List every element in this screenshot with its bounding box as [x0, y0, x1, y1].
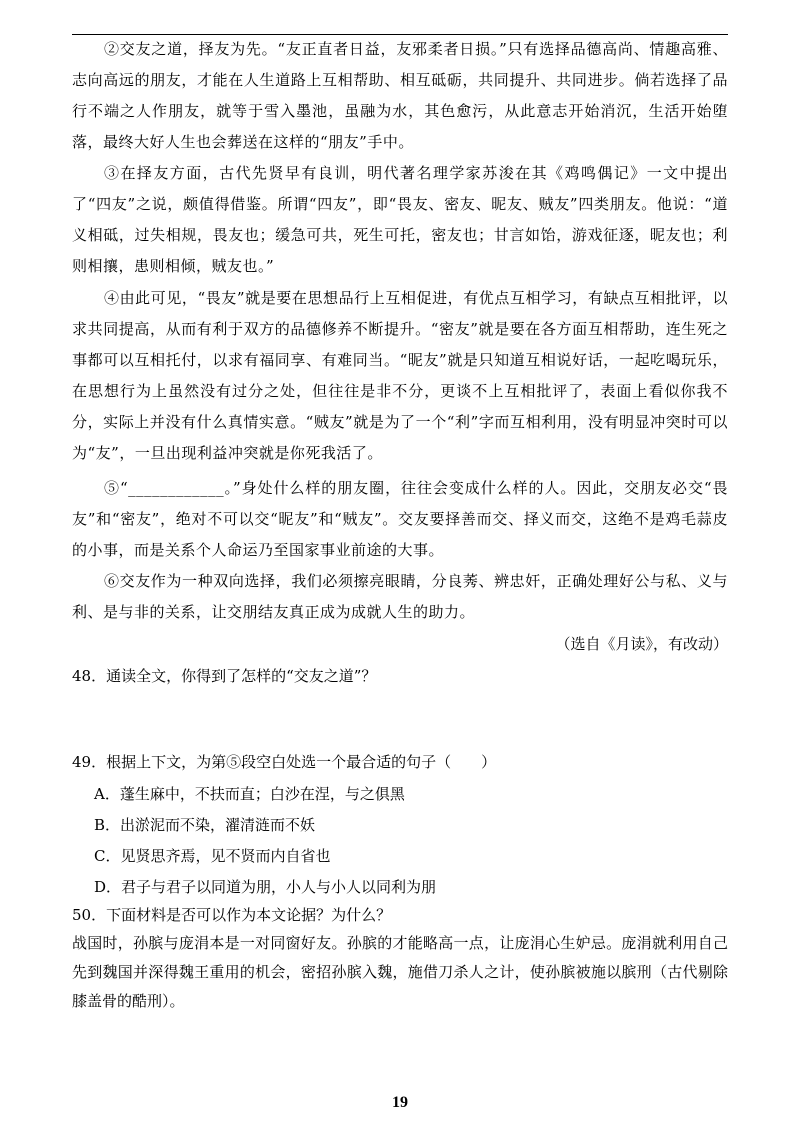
option-d: D．君子与君子以同道为朋，小人与小人以同利为朋 — [94, 878, 437, 896]
question-50-material: 战国时，孙膑与庞涓本是一对同窗好友。孙膑的才能略高一点，让庞涓心生妒忌。庞涓就利用自己先到魏国并深得魏王重用的机会，密招孙膑入魏，施借刀杀人之计，使孙膑被施以膑刑（古代剔除膝盖骨的酷刑）。 — [72, 934, 728, 1010]
paragraph-text: ⑥交友作为一种双向选择，我们必须擦亮眼睛，分良莠、辨忠奸，正确处理好公与私、义与利、是与非的关系，让交朋结友真正成为成就人生的助力。 — [72, 572, 728, 621]
paragraph-text: ③在择友方面，古代先贤早有良训，明代著名理学家苏浚在其《鸡鸣偶记》一文中提出了“四友”之说，颇值得借鉴。所谓“四友”，即“畏友、密友、昵友、贼友”四类朋友。他说：“道义相砥，过失相规，畏友也；缓急可共，死生可托，密友也；甘言如饴，游戏征逐，昵友也；利则相攘，患则相倾，贼友也。” — [72, 164, 728, 275]
option-b: B．出淤泥而不染，濯清涟而不妖 — [94, 816, 316, 834]
paragraph-text: ④由此可见，“畏友”就是要在思想品行上互相促进，有优点互相学习，有缺点互相批评，以求共同提高，从而有利于双方的品德修养不断提升。“密友”就是要在各方面互相帮助，连生死之事都可以互相托付，以求有福同享、有难同当。“昵友”就是只知道互相说好话，一起吃喝玩乐，在思想行为上虽然没有过分之处，但往往是非不分，更谈不上互相批评了，表面上看似你我不分，实际上并没有什么真情实意。“贼友”就是为了一个“利”字而互相利用，没有明显冲突时可以为“友”，一旦出现利益冲突就是你死我活了。 — [72, 289, 728, 462]
question-49: 49．根据上下文，为第⑤段空白处选一个最合适的句子（ ） — [72, 753, 497, 771]
question-48: 48．通读全文，你得到了怎样的“交友之道”？ — [72, 667, 377, 685]
paragraph-4 — [72, 283, 728, 469]
source-citation: （选自《月读》，有改动） — [555, 635, 728, 653]
question-50: 50．下面材料是否可以作为本文论据？为什么？ — [72, 906, 392, 924]
paragraph-6 — [72, 566, 728, 628]
page-number: 19 — [392, 1094, 408, 1111]
option-a: A．蓬生麻中，不扶而直；白沙在涅，与之俱黑 — [94, 785, 405, 803]
option-c: C．见贤思齐焉，见不贤而内自省也 — [94, 847, 331, 865]
paragraph-text: ②交友之道，择友为先。“友正直者日益，友邪柔者日损。”只有选择品德高尚、情趣高雅、志向高远的朋友，才能在人生道路上互相帮助、相互砥砺，共同提升、共同进步。倘若选择了品行不端之人作朋友，就等于雪入墨池，虽融为水，其色愈污，从此意志开始消沉，生活开始堕落，最终大好人生也会葬送在这样的“朋友”手中。 — [72, 40, 728, 151]
paragraph-3 — [72, 158, 728, 282]
paragraph-5 — [72, 473, 728, 566]
paragraph-text: ⑤“____________。”身处什么样的朋友圈，往往会变成什么样的人。因此，交朋友必交“畏友”和“密友”，绝对不可以交“昵友”和“贼友”。交友要择善而交、择义而交，这绝不是鸡毛蒜皮的小事，而是关系个人命运乃至国家事业前途的大事。 — [72, 479, 728, 559]
paragraph-2 — [72, 34, 728, 158]
